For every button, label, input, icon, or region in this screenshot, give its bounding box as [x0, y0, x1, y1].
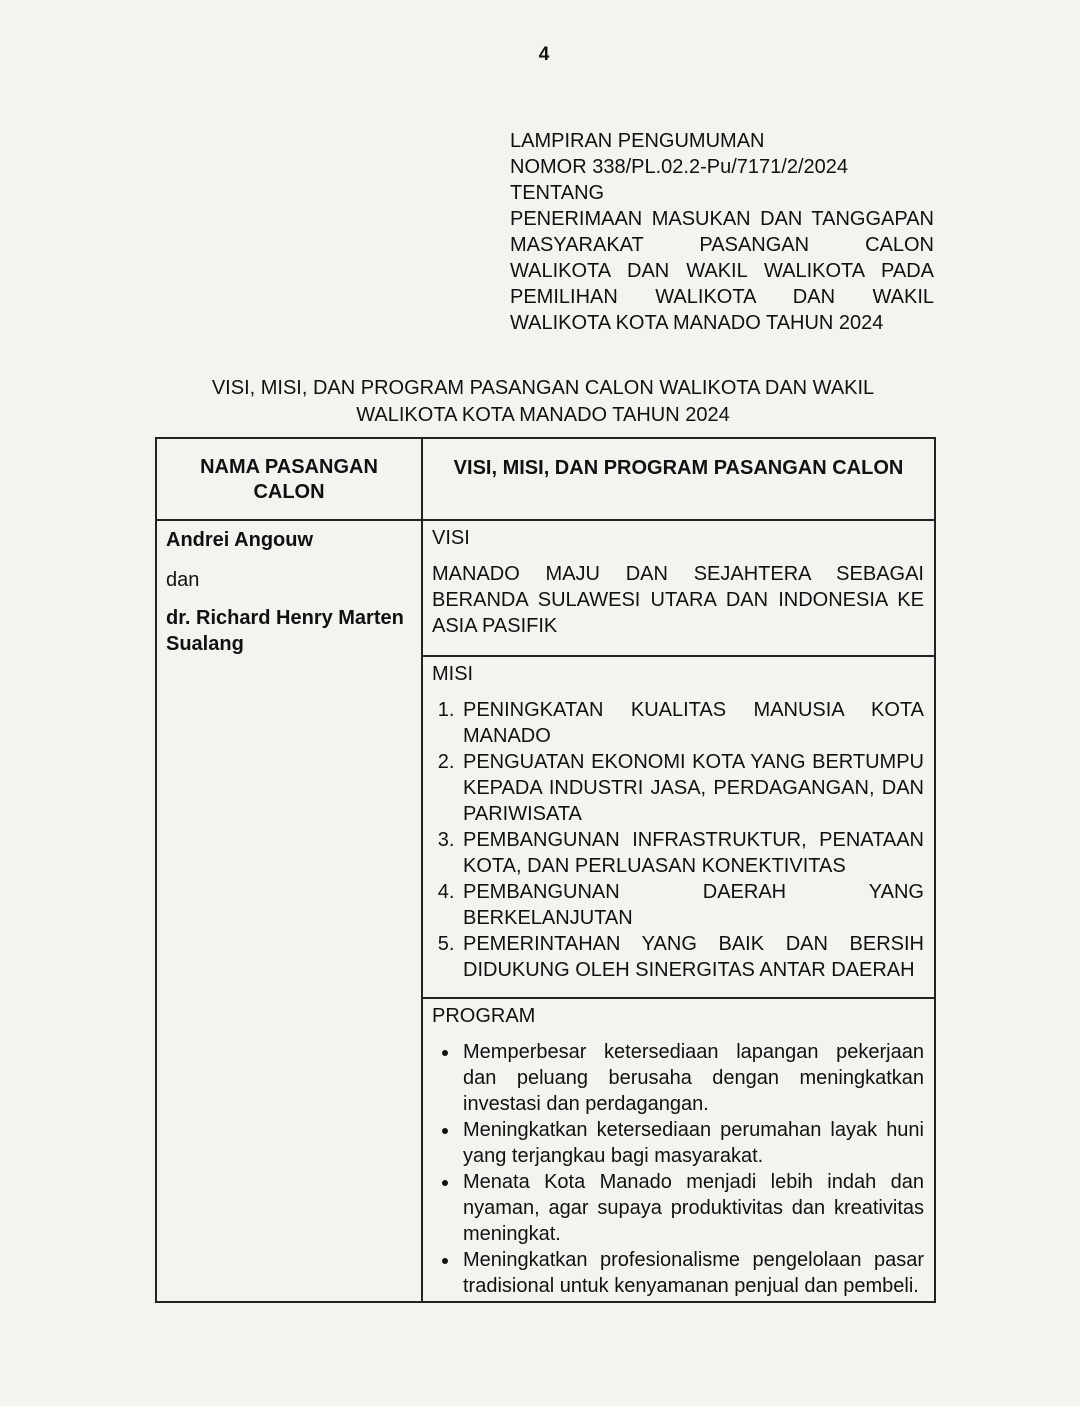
visi-text: MANADO MAJU DAN SEJAHTERA SEBAGAI BERANDA SULAWESI UTARA DAN INDONESIA KE ASIA PASIFIK [432, 563, 924, 637]
header-vision-mission: VISI, MISI, DAN PROGRAM PASANGAN CALON [422, 438, 935, 520]
table-header-row [156, 438, 935, 520]
attachment-line-3: TENTANG [510, 182, 605, 204]
candidate-cell [156, 520, 422, 1302]
program-item: • Menata Kota Manado menjadi lebih indah dan nyaman, agar supaya produktivitas dan kreativitas meningkat. [460, 1169, 924, 1247]
title-line-2: WALIKOTA KOTA MANADO TAHUN 2024 [356, 404, 730, 426]
program-item: • Meningkatkan ketersediaan perumahan layak huni yang terjangkau bagi masyarakat. [460, 1117, 924, 1169]
program-list [432, 1039, 924, 1299]
header-candidate-name: NAMA PASANGAN CALON [156, 438, 422, 520]
document-title [150, 375, 936, 429]
title-line-1: VISI, MISI, DAN PROGRAM PASANGAN CALON WALIKOTA DAN WAKIL [211, 377, 875, 399]
misi-list [432, 697, 924, 983]
misi-label: MISI [432, 663, 474, 685]
attachment-line-2: NOMOR 338/PL.02.2-Pu/7171/2/2024 [510, 156, 848, 178]
misi-item: 4. PEMBANGUNAN DAERAH YANG BERKELANJUTAN [460, 879, 924, 931]
candidate-vice-mayor-name: dr. Richard Henry Marten Sualang [166, 607, 404, 655]
attachment-subject: PENERIMAAN MASUKAN DAN TANGGAPAN MASYARAKAT PASANGAN CALON WALIKOTA DAN WAKIL WALIKOTA PADA PEMILIHAN WALIKOTA DAN WAKIL WALIKOTA KOTA MANADO TAHUN 2024 [510, 208, 934, 334]
attachment-line-1: LAMPIRAN PENGUMUMAN [510, 130, 765, 152]
program-label: PROGRAM [432, 1005, 536, 1027]
table-row-visi [156, 520, 935, 656]
misi-item: 3. PEMBANGUNAN INFRASTRUKTUR, PENATAAN KOTA, DAN PERLUASAN KONEKTIVITAS [460, 827, 924, 879]
candidate-mayor-name: Andrei Angouw [166, 529, 314, 551]
program-item: • Memperbesar ketersediaan lapangan pekerjaan dan peluang berusaha dengan meningkatkan investasi dan perdagangan. [460, 1039, 924, 1117]
attachment-header [510, 128, 934, 336]
misi-cell [422, 656, 935, 998]
misi-item: 2. PENGUATAN EKONOMI KOTA YANG BERTUMPU KEPADA INDUSTRI JASA, PERDAGANGAN, DAN PARIWISATA [460, 749, 924, 827]
visi-label: VISI [432, 527, 470, 549]
program-item: • Meningkatkan profesionalisme pengelolaan pasar tradisional untuk kenyamanan penjual dan pembeli. [460, 1247, 924, 1299]
candidate-conjunction: dan [166, 569, 200, 591]
misi-item: 1. PENINGKATAN KUALITAS MANUSIA KOTA MANADO [460, 697, 924, 749]
program-cell [422, 998, 935, 1302]
page-number: 4 [538, 44, 550, 65]
visi-cell [422, 520, 935, 656]
candidate-table [155, 437, 936, 1303]
misi-item: 5. PEMERINTAHAN YANG BAIK DAN BERSIH DIDUKUNG OLEH SINERGITAS ANTAR DAERAH [460, 931, 924, 983]
